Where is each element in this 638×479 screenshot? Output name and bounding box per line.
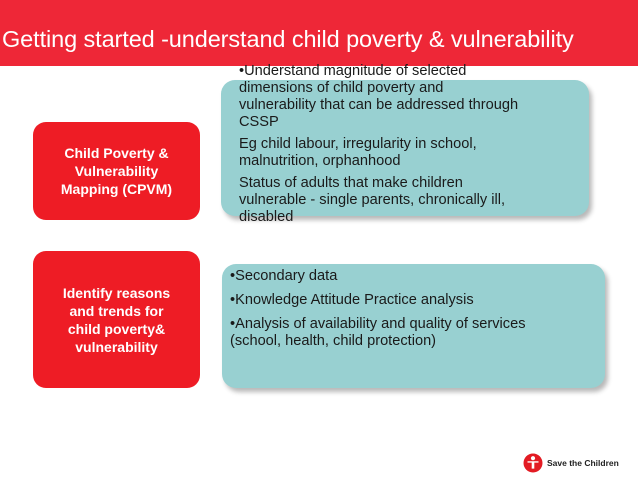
save-the-children-logo — [523, 453, 619, 473]
reasons-details-text — [230, 268, 602, 357]
cpvm-item: Status of adults that make children vulnerable - single parents, chronically ill, disabled — [239, 175, 506, 225]
reasons-item: •Secondary data — [230, 268, 338, 284]
cpvm-item: Eg child labour, irregularity in school, malnutrition, orphanhood — [239, 136, 477, 169]
reasons-label: Identify reasons and trends for child poverty& vulnerability — [62, 284, 171, 355]
cpvm-label-box — [33, 122, 200, 220]
save-the-children-logo-icon — [523, 453, 543, 473]
reasons-item: •Analysis of availability and quality of services (school, health, child protection) — [230, 316, 526, 349]
cpvm-details-text — [239, 63, 589, 231]
logo-text: Save the Children — [547, 458, 619, 468]
reasons-label-box — [33, 251, 200, 388]
reasons-item: •Knowledge Attitude Practice analysis — [230, 292, 474, 308]
slide-title: Getting started -understand child poverty & vulnerability — [2, 26, 574, 52]
cpvm-item: •Understand magnitude of selected dimensions of child poverty and vulnerability that can be addressed through CSSP — [239, 63, 519, 130]
cpvm-label: Child Poverty & Vulnerability Mapping (CPVM) — [60, 145, 173, 197]
